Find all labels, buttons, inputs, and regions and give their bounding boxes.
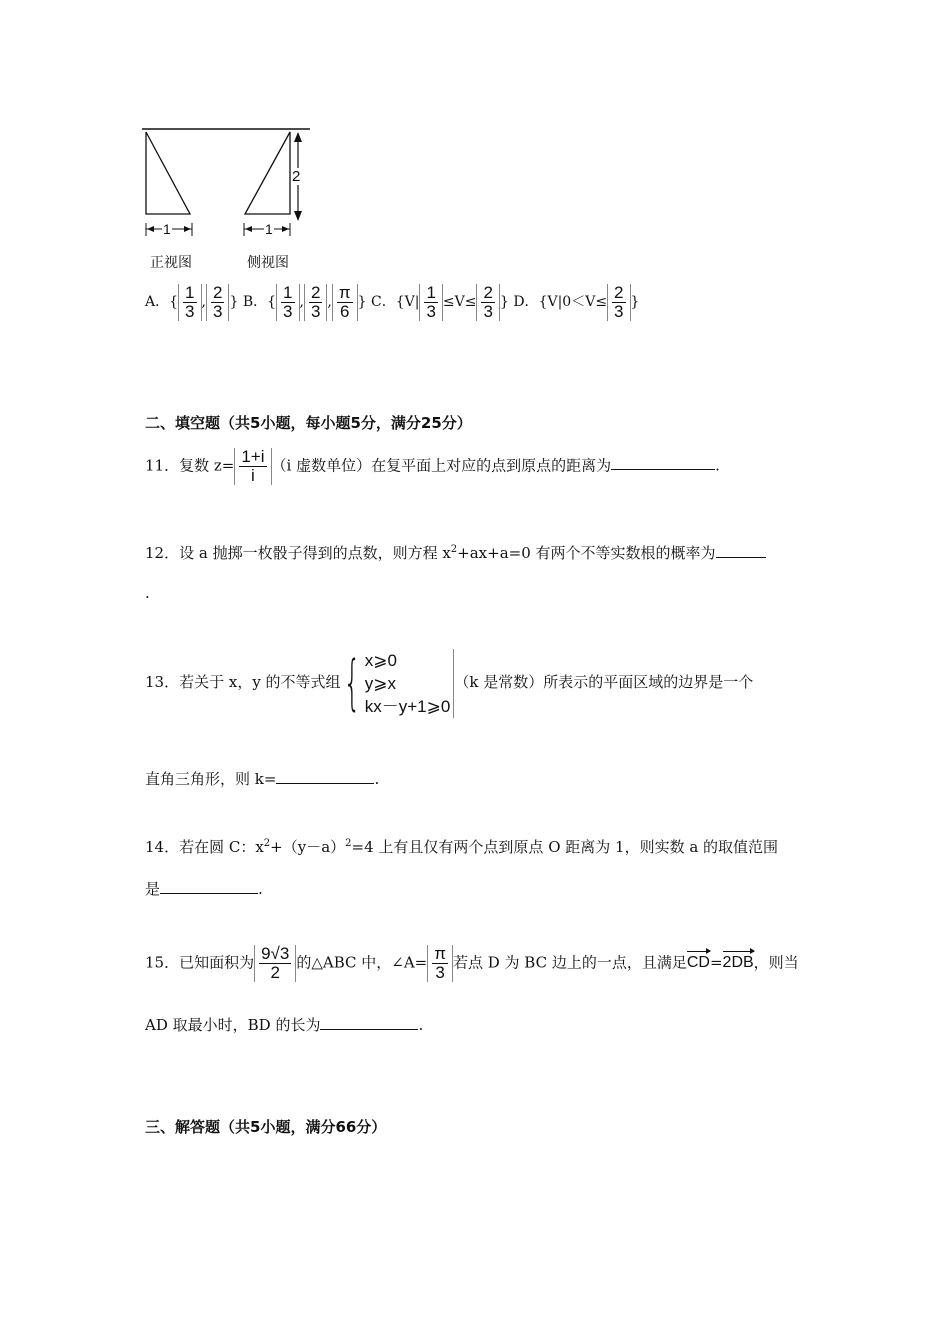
question-11: 11．复数 z= $\frac{1+i}{i}$ （i 虚数单位）在复平面上对应的点到原点的距离为 . — [145, 447, 720, 485]
option-d: D．{V|0＜V≤ $\frac{2}{3}$ } — [513, 283, 640, 321]
vector-2db: 2DB — [723, 948, 754, 972]
question-15: 15．已知面积为 $\frac{9√3}{2}$ 的△ABC 中，∠A= $\frac{\pi}{3}$ 若点 D 为 BC 边上的一点，且满足CD=2DB，则当 — [145, 944, 799, 982]
q14-answer-blank — [160, 879, 258, 894]
option-c: C．{V| $\frac{1}{3}$ ≤V≤ $\frac{2}{3}$ } — [370, 283, 509, 321]
q12-end: . — [145, 584, 150, 602]
q13-answer-blank — [276, 769, 374, 784]
front-width-label: 1 — [163, 221, 171, 237]
option-a: A．{ $\frac{1}{3}$ , $\frac{2}{3}$ } — [145, 283, 239, 321]
front-view-triangle — [146, 132, 190, 214]
q10-options — [145, 284, 639, 321]
side-view-triangle — [245, 132, 290, 214]
question-15-line2: AD 取最小时，BD 的长为 . — [145, 1016, 424, 1034]
question-13-line2: 直角三角形，则 k= . — [145, 770, 380, 788]
side-width-label: 1 — [265, 221, 273, 237]
q11-answer-blank — [611, 455, 715, 470]
front-view-label: 正视图 — [150, 255, 192, 271]
side-view-label: 侧视图 — [247, 255, 289, 271]
option-b: B．{ $\frac{1}{3}$ , $\frac{2}{3}$ , $\frac{\pi}{6}$ } — [242, 283, 367, 321]
section-3-title: 三、解答题（共5小题，满分66分） — [145, 1118, 387, 1136]
section-2-title: 二、填空题（共5小题，每小题5分，满分25分） — [145, 414, 472, 432]
vector-cd: CD — [687, 948, 710, 972]
question-14: 14．若在圆 C：$x^2+(y-a)^2=4$ 上有且仅有两个点到原点 O 距离为 1，则实数 a 的取值范围 — [145, 838, 779, 856]
q15-answer-blank — [320, 1015, 418, 1030]
q12-answer-blank — [716, 543, 766, 558]
question-13: 13．若关于 x，y 的不等式组{ x⩾0 y⩾x kx－y+1⩾0 （k 是常数）所表示的平面区域的边界是一个 — [145, 648, 754, 718]
question-14-line2: 是 . — [145, 880, 263, 898]
height-label: 2 — [292, 168, 301, 185]
question-12: 12．设 a 抛掷一枚骰子得到的点数，则方程 $x^2+ax+a=0$ 有两个不等实数根的概率为 — [145, 542, 766, 563]
